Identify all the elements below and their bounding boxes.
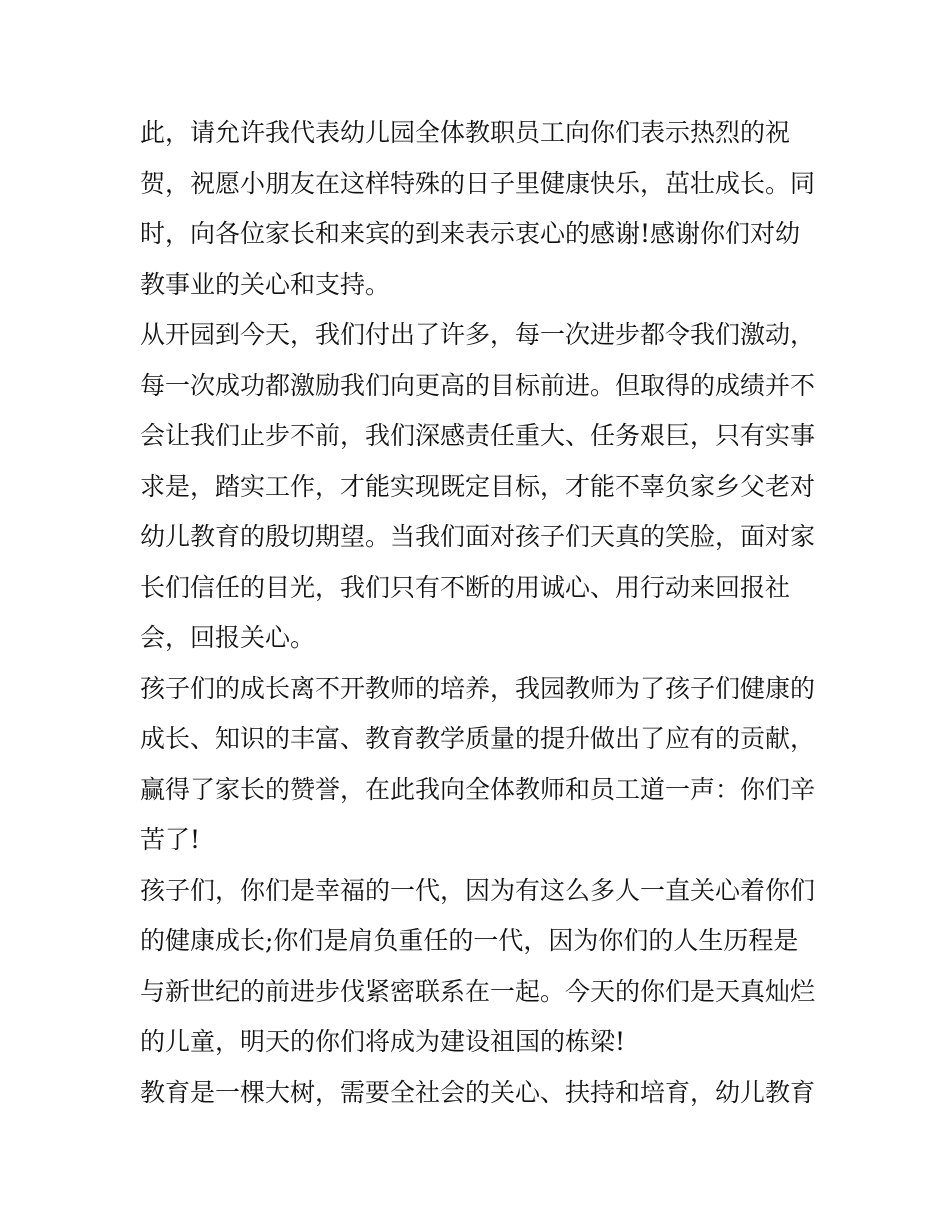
text-line: 从开园到今天，我们付出了许多，每一次进步都令我们激动， [140, 320, 816, 349]
text-line: 求是，踏实工作，才能实现既定目标，才能不辜负家乡父老对 [140, 471, 816, 501]
text-line: 会，回报关心。 [140, 623, 316, 652]
text-line: 苦了! [140, 825, 201, 854]
text-line: 的儿童，明天的你们将成为建设祖国的栋梁! [140, 1027, 626, 1056]
text-line: 孩子们的成长离不开教师的培养，我园教师为了孩子们健康的 [140, 673, 816, 703]
text-line: 赢得了家长的赞誉，在此我向全体教师和员工道一声：你们辛 [140, 774, 816, 804]
text-line: 长们信任的目光，我们只有不断的用诚心、用行动来回报社 [140, 572, 791, 602]
text-line: 贺，祝愿小朋友在这样特殊的日子里健康快乐，茁壮成长。同 [140, 168, 816, 198]
text-line: 教事业的关心和支持。 [140, 269, 391, 299]
text-line: 成长、知识的丰富、教育教学质量的提升做出了应有的贡献， [140, 724, 816, 753]
text-line: 时，向各位家长和来宾的到来表示衷心的感谢!感谢你们对幼 [140, 219, 801, 248]
text-line: 的健康成长;你们是肩负重任的一代，因为你们的人生历程是 [140, 926, 799, 955]
text-line: 此，请允许我代表幼儿园全体教职员工向你们表示热烈的祝 [140, 118, 791, 147]
text-line: 孩子们，你们是幸福的一代，因为有这么多人一直关心着你们 [140, 875, 816, 905]
text-line: 教育是一棵大树，需要全社会的关心、扶持和培育，幼儿教育 [140, 1077, 816, 1107]
text-line: 与新世纪的前进步伐紧密联系在一起。今天的你们是天真灿烂 [140, 976, 816, 1006]
text-line: 会让我们止步不前，我们深感责任重大、任务艰巨，只有实事 [140, 421, 816, 450]
text-line: 每一次成功都激励我们向更高的目标前进。但取得的成绩并不 [140, 370, 816, 400]
text-line: 幼儿教育的殷切期望。当我们面对孩子们天真的笑脸，面对家 [140, 522, 816, 551]
document-body [140, 108, 820, 1118]
